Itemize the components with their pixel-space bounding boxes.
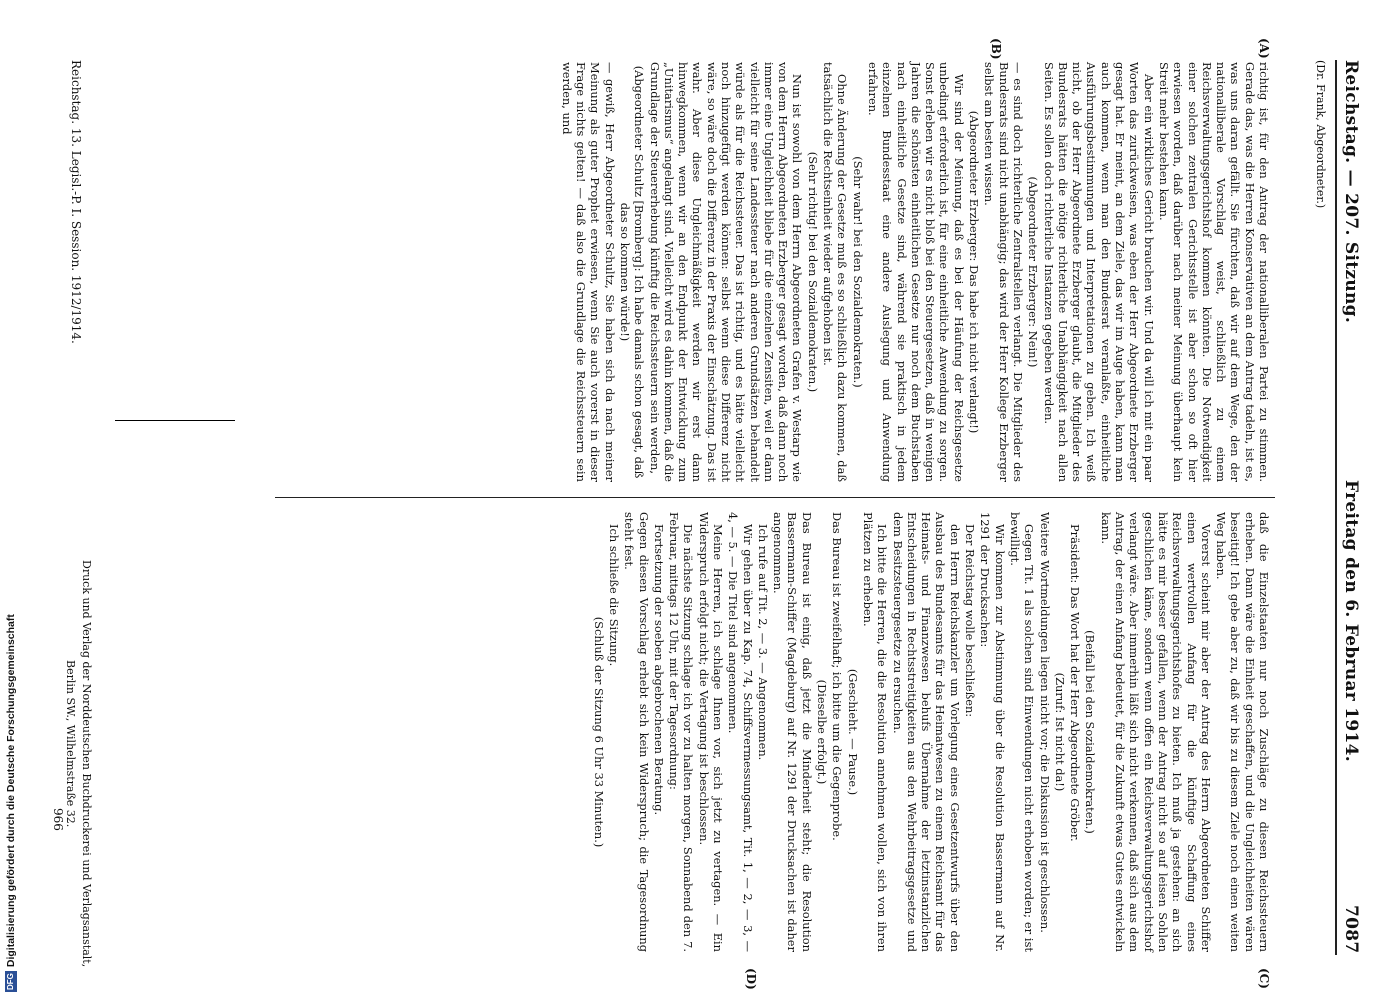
footer-printer-line1: Druck und Verlag der Norddeutschen Buchdruckerei und Verlagsanstalt, [80,560,93,968]
margin-mark-c: (C) [1257,968,1271,989]
interjection-paragraph: (Abgeordneter Erzberger: Das habe ich nicht verlangt!) [967,110,982,434]
interjection-paragraph: (Dieselbe erfolgt.) [815,679,830,785]
interjection-paragraph: (Schluß der Sitzung 6 Uhr 33 Minuten.) [591,616,606,848]
page-header-left: Reichstag. — 207. Sitzung. [1341,60,1361,324]
column-divider [275,497,1275,498]
footer-printer-line2: Berlin SW., Wilhelmstraße 32. [64,660,77,828]
text-paragraph: Ohne Änderung der Gesetze muß es so schließlich dazu kommen, daß tatsächlich die Rechtseinheit wieder aufgehoben ist. [821,62,850,482]
end-rule [115,420,235,421]
text-paragraph: Das Bureau ist zweifelhaft; ich bitte um die Gegenprobe. [830,512,845,841]
interjection-paragraph: (Zuruf: Ist nicht da!) [1052,672,1067,792]
dfg-sidebar [0,0,22,1000]
dfg-credit-text: Digitalisierung gefördert durch die Deutsche Forschungsgemeinschaft [5,614,17,968]
interjection-paragraph: (Beifall bei den Sozialdemokraten.) [1083,630,1098,834]
text-paragraph: Vorerst scheint mir aber der Antrag des Herrn Abgeordneten Schiffer einen wertvollen Anfang für die künftige Schaffung eines Reichsverwaltungsgerichtshofes zu bieten. Ich muß ja gestehen: an sich hätte es mir besser gefallen, wenn der Antrag nicht so auf leisen Sohlen geschlichen käme, sondern wenn offen ein Reichsverwaltungsgerichtshof verlangt wäre. Aber immerhin läßt sich nicht verkennen, daß sich aus dem Antrag, der einen Anfang bedeutet, für die Zukunft etwas Gutes entwickeln kann. [1098,512,1213,952]
interjection-paragraph: (Geschieht. — Pause.) [845,668,860,796]
text-paragraph: Präsident: Das Wort hat der Herr Abgeordnete Gröber. [1068,524,1083,842]
text-paragraph: Das Bureau ist einig, daß jetzt die Minderheit steht; die Resolution Bassermann-Schiffer (Magdeburg) auf Nr. 1291 der Drucksachen ist daher angenommen. [771,512,814,952]
text-paragraph: Wir kommen zur Abstimmung über die Resolution Bassermann auf Nr. 1291 der Drucksachen: [978,512,1007,952]
interjection-paragraph: (Sehr richtig! bei den Sozialdemokraten.) [805,151,820,393]
text-paragraph: Weitere Wortmeldungen liegen nicht vor; die Diskussion ist geschlossen. [1037,512,1052,933]
left-text-column [558,62,1271,482]
text-paragraph: Der Reichstag wolle beschließen: [963,524,978,718]
footer-legislature: Reichstag. 13. Legisl.-P. I. Session. 1912/1914. [69,60,83,344]
margin-mark-b: (B) [989,38,1003,60]
text-paragraph: Wir gehen über zu Kap. 74, Schiffsvermessungsamt, Tit. 1, — 2, — 3, — 4, — 5. — Die Titel sind angenommen. [726,512,755,952]
text-paragraph: Ich schließe die Sitzung. [606,524,621,667]
text-paragraph: Wir sind der Meinung, daß es bei der Häufung der Reichsgesetze unbedingt erforderlich ist, für eine einheitliche Anwendung zu sorgen. Sonst erleben wir es nicht bloß bei den Steuergesetzen, daß in wenigen Jahren die schönsten einheitlichen Gesetze nur noch dem Buchstaben nach einheitliche Gesetze sind, während sie praktisch in jedem einzelnen Bundesstaat eine andere Auslegung und Anwendung erfahren. [865,62,966,482]
interjection-paragraph: (Sehr wahr! bei den Sozialdemokraten.) [850,156,865,388]
text-paragraph: Meine Herren, ich schlage Ihnen vor, sich jetzt zu vertagen. — Ein Widerspruch erfolgt nicht; die Vertagung ist beschlossen. [696,512,726,952]
margin-mark-a: (A) [1257,38,1271,59]
text-paragraph: — gewiß, Herr Abgeordneter Schultz, Sie haben sich da nach meiner Meinung als guter Prophet erwiesen, wenn Sie auch vorerst in dieser Frage nichts gelten! — daß also die Grundlage die Reichssteuern sein werden, und [559,62,617,482]
running-head: (Dr. Frank, Abgeordneter.) [1314,60,1327,209]
header-rule [1335,60,1337,955]
margin-mark-d: (D) [744,968,758,990]
text-paragraph: — es sind doch richterliche Zentralstellen verlangt. Die Mitglieder des Bundesrats sind nicht unabhängig; das wird der Herr Kollege Erzberger selbst am besten wissen. [982,62,1025,482]
text-paragraph: den Herrn Reichskanzler um Vorlegung eines Gesetzentwurfs über den Ausbau des Bundesamts für das Heimatwesen zu einem Reichsamt für das Heimats- und Finanzwesen behufs Übernahme der letztinstanzlichen Entscheidungen in Rechtsstreitigkeiten aus den Wehrbeitragsgesetze und dem Besitzsteuergesetze zu ersuchen. [890,512,962,952]
interjection-paragraph: (Abgeordneter Erzberger: Nein!) [1026,176,1041,368]
text-paragraph: Nun ist sowohl von dem Herrn Abgeordneten Grafen v. Westarp wie von dem Herrn Abgeordneten Erzberger gesagt worden, daß dann noch immer eine Ungleichheit bliebe für die einzelnen Zensiten, weil er dann vielleicht für seine Landessteuer nach anderen Grundsätzen behandelt würde als für die Reichssteuer. Das ist richtig, und es hätte vielleicht noch hinzugefügt werden können: selbst wenn diese Differenz nicht wäre, so wäre doch die Differenz in der Praxis der Einschätzung. Das ist wahr. Aber diese Ungleichmäßigkeit werden wir erst dann hinwegkommen, wenn wir an den Endpunkt der Entwicklung zum „Unitarismus“ angelangt sind. Vielleicht wird es dahin kommen, daß die Grundlage der Steuererhebung künftig die Reichssteuern sein werden, [647,62,805,482]
right-text-column [590,512,1271,952]
text-paragraph: Gegen Tit. 1 als solchen sind Einwendungen nicht erhoben worden; er ist bewilligt. [1007,512,1037,952]
text-paragraph: Ich bitte die Herren, die die Resolution annehmen wollen, sich von ihren Plätzen zu erheben. [860,512,890,952]
text-paragraph: Gegen diesen Vorschlag erhebt sich kein Widerspruch; die Tagesordnung steht fest. [622,512,651,952]
text-paragraph: Aber ein wirkliches Gericht brauchen wir. Und da will ich mit ein paar Worten das zurückweisen, was eben der Herr Abgeordnete Erzberger gesagt hat. Er meint, an dem Ziele, das wir im Auge haben, kann man auch kommen, wenn man den Bundesrat veranlaßte, einheitliche Ausführungsbestimmungen und Interpretationen zu geben. Ich weiß nicht, ob der Herr Abgeordnete Erzberger glaubt, die Mitglieder des Bundesrats hätten die nötige richterliche Unabhängigkeit nach allen Seiten. Es sollen doch richterliche Instanzen gegeben werden. [1041,62,1156,482]
text-paragraph: Ich rufe auf Tit. 2, — 3. — Angenommen. [755,524,770,761]
text-paragraph: daß die Einzelstaaten nur noch Zuschläge zu diesen Reichssteuern erheben. Dann wäre die Einheit geschaffen, und die Ungleichheiten wären beseitigt! Ich gebe aber zu, daß wir bis zu diesem Ziele noch einen weiten Weg haben. [1214,512,1271,952]
interjection-paragraph: (Abgeordneter Schultz [Bromberg]: Ich habe damals schon gesagt, daß das so kommen würde!) [617,65,647,479]
footer-page-number: 966 [51,808,65,831]
dfg-logo: DFG [6,973,16,990]
text-paragraph: Die nächste Sitzung schlage ich vor zu halten morgen, Sonnabend den 7. Februar, mittags 12 Uhr, mit der Tagesordnung: [667,512,696,952]
page-number-top: 7087 [1341,905,1361,954]
text-paragraph: richtig ist, für den Antrag der nationalliberalen Partei zu stimmen. Gerade das, was die Herren Konservativen an dem Antrag tadeln, ist es, was uns daran gefällt. Sie fürchten, daß wir auf dem Wege, den der nationalliberale Vorschlag weist, schließlich zu einem Reichsverwaltungsgerichtshof kommen könnten. Die Notwendigkeit einer solchen zentralen Gerichtsstelle ist aber schon so oft hier erwiesen worden, daß darüber nach meiner Meinung überhaupt kein Streit mehr bestehen kann. [1156,62,1271,482]
page-header-date: Freitag den 6. Februar 1914. [1341,480,1361,763]
text-paragraph: Fortsetzung der soeben abgebrochenen Beratung. [651,524,666,816]
